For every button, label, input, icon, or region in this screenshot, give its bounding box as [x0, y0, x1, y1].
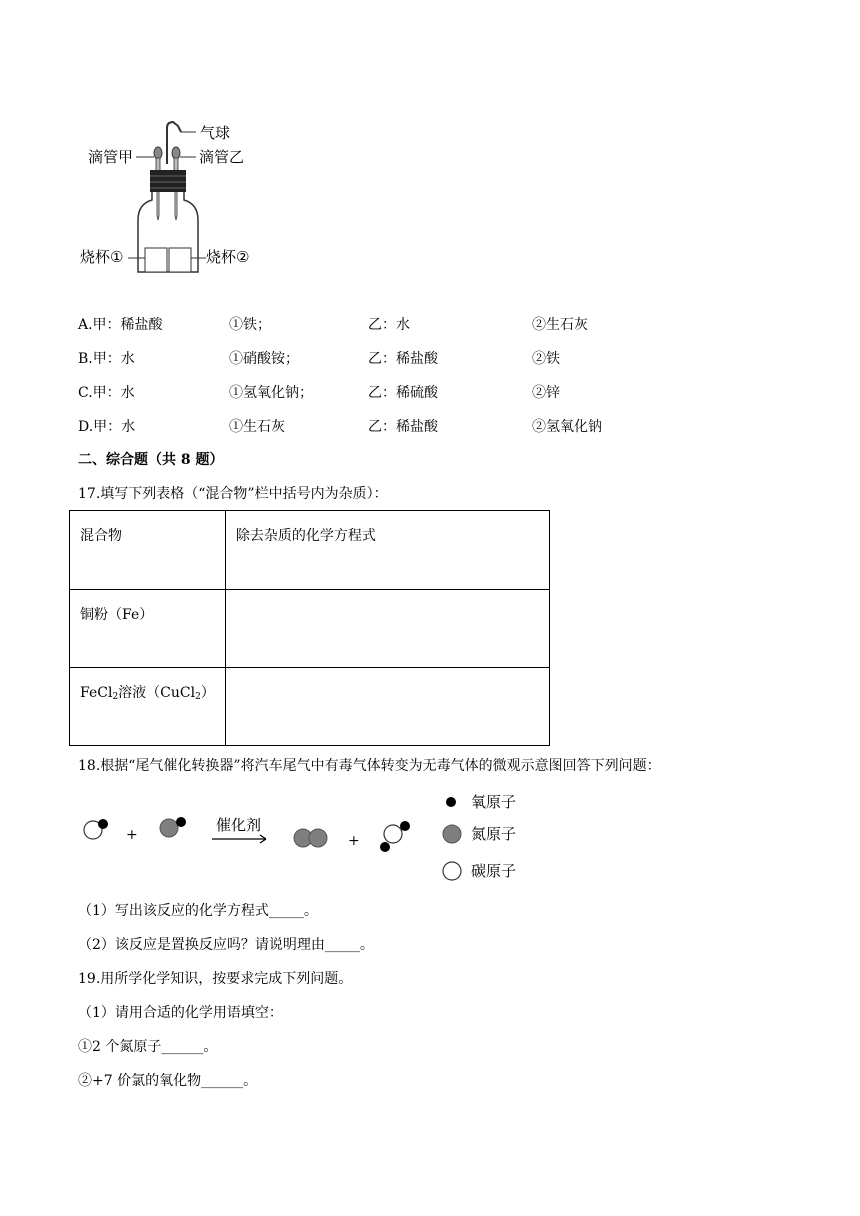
- dropper-a-label: 滴管甲: [88, 148, 134, 166]
- option-col1: ①硝酸铵；: [229, 351, 299, 367]
- table-cell-mixture: 铜粉（Fe）: [70, 590, 226, 668]
- table-header-mixture: 混合物: [70, 511, 226, 590]
- q18-stem: 18.根据“尾气催化转换器”将汽车尾气中有毒气体转变为无毒气体的微观示意图回答下列问题：: [78, 758, 661, 774]
- apparatus-figure: [78, 112, 278, 282]
- q18-sub1: （1）写出该反应的化学方程式_____。: [78, 903, 318, 919]
- option-letter: A.甲：稀盐酸: [78, 317, 163, 333]
- option-c[interactable]: [78, 382, 778, 402]
- table-row: [70, 668, 550, 746]
- oxygen-atom: [400, 821, 410, 831]
- dropper-b-label: 滴管乙: [199, 148, 245, 166]
- q19-stem: 19.用所学化学知识，按要求完成下列问题。: [78, 971, 353, 987]
- reaction-diagram: [78, 790, 538, 890]
- option-b[interactable]: [78, 348, 778, 368]
- oxygen-atom: [380, 842, 390, 852]
- table-cell-answer[interactable]: [225, 668, 549, 746]
- beaker-1-label: 烧杯①: [80, 248, 124, 266]
- option-letter: C.甲：水: [78, 385, 135, 401]
- option-col1: ①氢氧化钠；: [229, 385, 313, 401]
- oxygen-atom: [176, 817, 186, 827]
- option-col3: ②氢氧化钠: [532, 419, 602, 435]
- legend-carbon-label: 碳原子: [471, 862, 517, 880]
- q18-sub2: （2）该反应是置换反应吗？请说明理由_____。: [78, 937, 374, 953]
- q19-sub1: （1）请用合适的化学用语填空：: [78, 1005, 283, 1021]
- q17-stem: 17.填写下列表格（“混合物”栏中括号内为杂质）：: [78, 486, 388, 502]
- catalyst-label: 催化剂: [216, 816, 262, 834]
- section-heading: 二、综合题（共 8 题）: [78, 452, 224, 468]
- table-row: [70, 590, 550, 668]
- carbon-legend-icon: [443, 862, 461, 880]
- option-col2: 乙：稀硫酸: [368, 385, 438, 401]
- table-cell-answer[interactable]: [225, 590, 549, 668]
- legend-oxygen-label: 氧原子: [471, 793, 517, 811]
- table-cell-mixture: FeCl$_2$溶液（CuCl$_2$）: [70, 668, 226, 746]
- option-col1: ①铁；: [229, 317, 271, 333]
- option-col2: 乙：稀盐酸: [368, 419, 438, 435]
- option-col3: ②铁: [532, 351, 560, 367]
- option-col3: ②生石灰: [532, 317, 588, 333]
- q17-table: [69, 510, 550, 746]
- reaction-molecules: [78, 790, 538, 890]
- oxygen-atom: [98, 819, 108, 829]
- nitrogen-atom: [160, 819, 178, 837]
- option-col3: ②锌: [532, 385, 560, 401]
- balloon-label: 气球: [200, 124, 231, 142]
- option-col1: ①生石灰: [229, 419, 285, 435]
- oxygen-legend-icon: [446, 797, 456, 807]
- option-col2: 乙：水: [368, 317, 410, 333]
- plus-sign: +: [348, 833, 360, 849]
- option-d[interactable]: [78, 416, 778, 436]
- carbon-atom: [384, 825, 402, 843]
- option-letter: D.甲：水: [78, 419, 136, 435]
- option-col2: 乙：稀盐酸: [368, 351, 438, 367]
- table-header-equation: 除去杂质的化学方程式: [225, 511, 549, 590]
- option-letter: B.甲：水: [78, 351, 135, 367]
- nitrogen-atom: [309, 829, 327, 847]
- nitrogen-legend-icon: [443, 825, 461, 843]
- table-row: [70, 511, 550, 590]
- legend-nitrogen-label: 氮原子: [471, 825, 517, 843]
- q19-item1: ①2 个氮原子______。: [78, 1039, 218, 1055]
- q19-item2: ②+7 价氯的氧化物______。: [78, 1073, 258, 1089]
- plus-sign: +: [126, 827, 138, 843]
- beaker-2-label: 烧杯②: [206, 248, 250, 266]
- option-a[interactable]: [78, 314, 778, 334]
